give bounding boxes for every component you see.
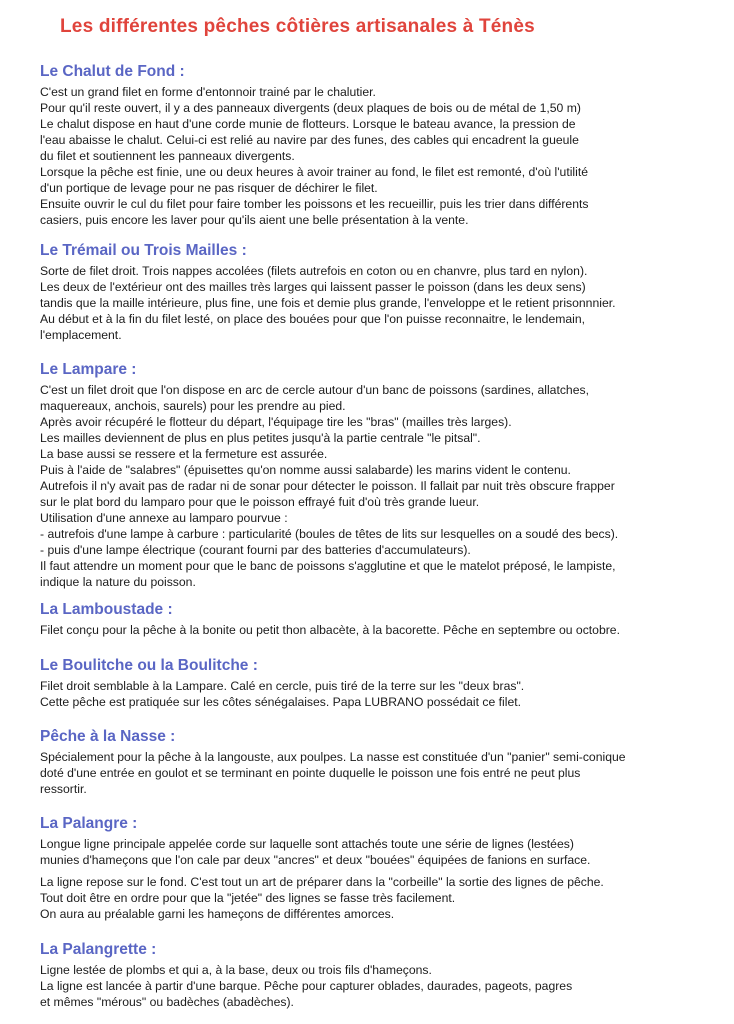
text-line: l'emplacement. — [40, 328, 122, 342]
text-line: Ligne lestée de plombs et qui a, à la base, deux ou trois fils d'hameçons. — [40, 963, 432, 977]
section-6 — [40, 727, 720, 797]
section-1 — [40, 62, 720, 228]
section-body — [40, 836, 720, 922]
text-line: Il faut attendre un moment pour que le banc de poissons s'agglutine et que le matelot préposé, le lampiste, — [40, 559, 616, 573]
text-line: Les mailles deviennent de plus en plus petites jusqu'à la partie centrale "le pitsal". — [40, 431, 481, 445]
text-line: Filet conçu pour la pêche à la bonite ou petit thon albacète, à la bacorette. Pêche en septembre ou octobre. — [40, 623, 620, 637]
text-line: Lorsque la pêche est finie, une ou deux heures à avoir trainer au fond, le filet est remonté, d'où l'utilité — [40, 165, 589, 179]
text-line: C'est un filet droit que l'on dispose en arc de cercle autour d'un banc de poissons (sardines, allatches, — [40, 383, 589, 397]
text-line: La base aussi se ressere et la fermeture est assurée. — [40, 447, 328, 461]
text-line: Longue ligne principale appelée corde sur laquelle sont attachés toute une série de lignes (lestées) — [40, 837, 574, 851]
section-8 — [40, 940, 720, 1010]
text-line: munies d'hameçons que l'on cale par deux "ancres" et deux "bouées" équipées de fanions en surface. — [40, 853, 591, 867]
section-4 — [40, 600, 720, 638]
text-line: d'un portique de levage pour ne pas risquer de déchirer le filet. — [40, 181, 378, 195]
section-body — [40, 749, 720, 797]
text-line: Après avoir récupéré le flotteur du départ, l'équipage tire les "bras" (mailles très larges). — [40, 415, 512, 429]
text-line: ressortir. — [40, 782, 87, 796]
text-line: La ligne repose sur le fond. C'est tout un art de préparer dans la "corbeille" la sortie des lignes de pêche. — [40, 875, 604, 889]
text-line: Pour qu'il reste ouvert, il y a des panneaux divergents (deux plaques de bois ou de métal de 1,50 m) — [40, 101, 581, 115]
text-line: Sorte de filet droit. Trois nappes accolées (filets autrefois en coton ou en chanvre, plus tard en nylon). — [40, 264, 588, 278]
text-line: Tout doit être en ordre pour que la "jetée" des lignes se fasse très facilement. — [40, 891, 456, 905]
section-body — [40, 263, 720, 343]
text-line: et mêmes "mérous" ou badèches (abadèches). — [40, 995, 294, 1009]
section-heading: Le Lampare : — [40, 361, 137, 378]
page-title: Les différentes pêches côtières artisanales à Ténès — [60, 16, 535, 37]
text-line: Ensuite ouvrir le cul du filet pour faire tomber les poissons et les recueillir, puis les trier dans différents — [40, 197, 589, 211]
text-line: Filet droit semblable à la Lampare. Calé en cercle, puis tiré de la terre sur les "deux bras". — [40, 679, 525, 693]
text-line: tandis que la maille intérieure, plus fine, une fois et demie plus grande, l'enveloppe et le retient prisonnnier. — [40, 296, 616, 310]
text-line: Au début et à la fin du filet lesté, on place des bouées pour que l'on puisse reconnaitre, le lendemain, — [40, 312, 586, 326]
text-line: C'est un grand filet en forme d'entonnoir trainé par le chalutier. — [40, 85, 376, 99]
section-heading: Le Chalut de Fond : — [40, 63, 185, 80]
section-body — [40, 382, 720, 590]
text-line: Cette pêche est pratiquée sur les côtes sénégalaises. Papa LUBRANO possédait ce filet. — [40, 695, 521, 709]
section-3 — [40, 360, 720, 590]
text-line: Spécialement pour la pêche à la langouste, aux poulpes. La nasse est constituée d'un "panier" semi-conique — [40, 750, 626, 764]
text-line: Utilisation d'une annexe au lamparo pourvue : — [40, 511, 288, 525]
section-body — [40, 622, 720, 638]
section-body — [40, 84, 720, 228]
section-body — [40, 962, 720, 1010]
text-line: On aura au préalable garni les hameçons de différentes amorces. — [40, 907, 395, 921]
section-heading: Pêche à la Nasse : — [40, 728, 176, 745]
section-7 — [40, 814, 720, 922]
section-heading: Le Trémail ou Trois Mailles : — [40, 242, 247, 259]
text-line: doté d'une entrée en goulot et se terminant en pointe duquelle le poisson une fois entré ne peut plus — [40, 766, 581, 780]
text-line: maquereaux, anchois, saurels) pour les prendre au pied. — [40, 399, 346, 413]
section-heading: La Palangre : — [40, 815, 138, 832]
text-line: Les deux de l'extérieur ont des mailles très larges qui laissent passer le poisson (dans les deux sens) — [40, 280, 586, 294]
text-line: - autrefois d'une lampe à carbure : particularité (boules de têtes de lits sur lesquelles on a soudé des becs). — [40, 527, 619, 541]
text-line: du filet et soutiennent les panneaux divergents. — [40, 149, 295, 163]
section-heading: La Lamboustade : — [40, 601, 173, 618]
text-line: sur le plat bord du lamparo pour que le poisson effrayé fuit d'où très grande lueur. — [40, 495, 480, 509]
text-line: - puis d'une lampe électrique (courant fourni par des batteries d'accumulateurs). — [40, 543, 471, 557]
text-line: La ligne est lancée à partir d'une barque. Pêche pour capturer oblades, daurades, pageots, pagres — [40, 979, 573, 993]
text-line: casiers, puis encore les laver pour qu'ils aient une belle présentation à la vente. — [40, 213, 469, 227]
section-5 — [40, 656, 720, 710]
text-line: Autrefois il n'y avait pas de radar ni de sonar pour détecter le poisson. Il fallait par nuit très obscure frapper — [40, 479, 615, 493]
text-line: indique la nature du poisson. — [40, 575, 196, 589]
text-line: l'eau abaisse le chalut. Celui-ci est relié au navire par des funes, des cables qui encadrent la gueule — [40, 133, 579, 147]
text-line: Puis à l'aide de "salabres" (épuisettes qu'on nomme aussi salabarde) les marins vident le contenu. — [40, 463, 571, 477]
section-heading: La Palangrette : — [40, 941, 157, 958]
text-line: Le chalut dispose en haut d'une corde munie de flotteurs. Lorsque le bateau avance, la pression de — [40, 117, 576, 131]
section-body — [40, 678, 720, 710]
section-2 — [40, 241, 720, 343]
section-heading: Le Boulitche ou la Boulitche : — [40, 657, 258, 674]
